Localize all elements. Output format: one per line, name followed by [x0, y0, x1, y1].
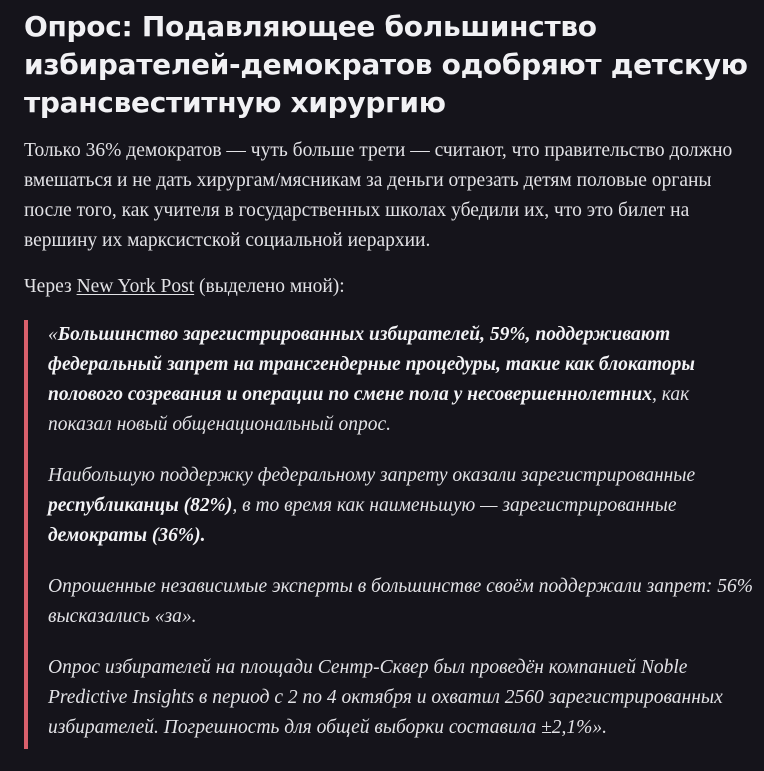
- source-prefix: Через: [24, 276, 77, 297]
- quote-text: , в то время как наименьшую — зарегистрированные: [232, 495, 677, 516]
- quote-emphasis-democrats: демократы (36%).: [48, 525, 206, 546]
- quote-emphasis-republicans: республиканцы (82%): [48, 495, 233, 516]
- quote-text: , как показал новый общенациональный опрос.: [48, 384, 690, 435]
- quote-paragraph-1: [48, 320, 756, 440]
- quote-text: Наибольшую поддержку федеральному запрету оказали зарегистрированные: [48, 465, 696, 486]
- source-line: [24, 272, 756, 302]
- blockquote: [24, 320, 756, 749]
- quote-paragraph-3: Опрошенные независимые эксперты в большинстве своём поддержали запрет: 56% высказались «за».: [48, 576, 754, 627]
- article: [24, 8, 756, 749]
- article-lead: Только 36% демократов — чуть больше трети — считают, что правительство должно вмешаться и не дать хирургам/мясникам за деньги отрезать детям половые органы после того, как учителя в государственных школах убедили их, что это билет на вершину их марксистской социальной иерархии.: [24, 140, 733, 251]
- new-york-post-link[interactable]: New York Post: [76, 276, 195, 297]
- quote-paragraph-2: [48, 461, 756, 551]
- source-suffix: (выделено мной):: [194, 276, 345, 297]
- quote-open-mark: «: [48, 324, 58, 345]
- quote-emphasis: Большинство зарегистрированных избирателей, 59%, поддерживают федеральный запрет на трансгендерные процедуры, такие как блокаторы полового созревания и операции по смене пола у несовершеннолетних: [48, 324, 695, 405]
- article-title: Опрос: Подавляющее большинство избирателей-демократов одобряют детскую трансвеститную хирургию: [24, 10, 748, 119]
- quote-paragraph-4: Опрос избирателей на площади Сентр-Сквер был проведён компанией Noble Predictive Insights в период с 2 по 4 октября и охватил 2560 зарегистрированных избирателей. Погрешность для общей выборки составила ±2,1%».: [48, 657, 723, 738]
